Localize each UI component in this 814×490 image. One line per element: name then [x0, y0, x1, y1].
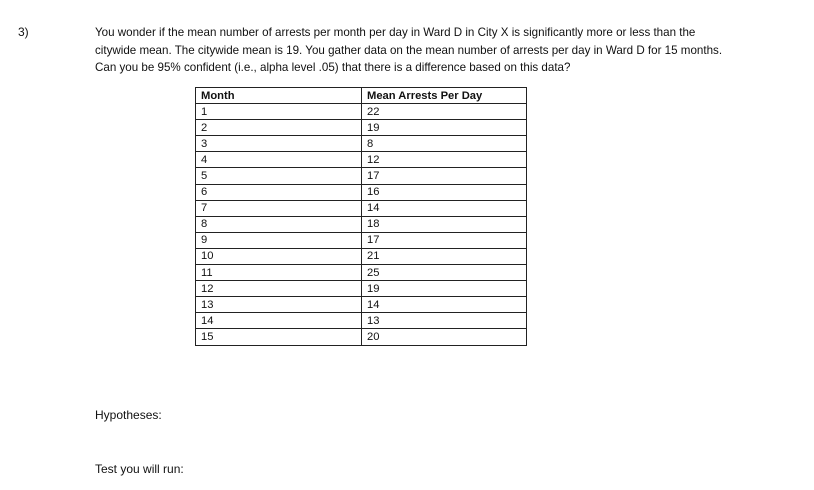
table-row — [196, 184, 527, 200]
mean-arrests-cell: 22 — [362, 104, 527, 120]
mean-arrests-cell: 19 — [362, 120, 527, 136]
month-cell: 4 — [196, 152, 362, 168]
month-cell: 14 — [196, 313, 362, 329]
table-body — [196, 104, 527, 345]
month-cell: 11 — [196, 265, 362, 281]
mean-arrests-cell: 14 — [362, 297, 527, 313]
table-row — [196, 297, 527, 313]
prompt-line: You wonder if the mean number of arrests per month per day in Ward D in City X is significantly more or less than the — [95, 26, 696, 39]
mean-arrests-cell: 17 — [362, 232, 527, 248]
month-cell: 15 — [196, 329, 362, 345]
mean-arrests-cell: 17 — [362, 168, 527, 184]
table-row — [196, 216, 527, 232]
table-row — [196, 152, 527, 168]
column-header-mean-arrests: Mean Arrests Per Day — [362, 88, 527, 104]
hypotheses-label: Hypotheses: — [95, 408, 162, 422]
mean-arrests-cell: 20 — [362, 329, 527, 345]
mean-arrests-cell: 13 — [362, 313, 527, 329]
table-row — [196, 136, 527, 152]
month-cell: 8 — [196, 216, 362, 232]
mean-arrests-cell: 18 — [362, 216, 527, 232]
column-header-month: Month — [196, 88, 362, 104]
table-row — [196, 200, 527, 216]
month-cell: 2 — [196, 120, 362, 136]
arrests-data-table — [195, 87, 527, 346]
question-prompt — [95, 24, 785, 77]
mean-arrests-cell: 19 — [362, 281, 527, 297]
table-header-row — [196, 88, 527, 104]
table-row — [196, 248, 527, 264]
month-cell: 7 — [196, 200, 362, 216]
table-row — [196, 281, 527, 297]
month-cell: 13 — [196, 297, 362, 313]
mean-arrests-cell: 8 — [362, 136, 527, 152]
table-row — [196, 265, 527, 281]
mean-arrests-cell: 14 — [362, 200, 527, 216]
month-cell: 3 — [196, 136, 362, 152]
month-cell: 6 — [196, 184, 362, 200]
month-cell: 12 — [196, 281, 362, 297]
prompt-line: citywide mean. The citywide mean is 19. You gather data on the mean number of arrests per day in Ward D for 15 months. — [95, 43, 723, 57]
mean-arrests-cell: 21 — [362, 248, 527, 264]
prompt-line: Can you be 95% confident (i.e., alpha level .05) that there is a difference based on this data? — [95, 61, 571, 74]
mean-arrests-cell: 25 — [362, 265, 527, 281]
table-row — [196, 232, 527, 248]
month-cell: 9 — [196, 232, 362, 248]
mean-arrests-cell: 12 — [362, 152, 527, 168]
month-cell: 10 — [196, 248, 362, 264]
mean-arrests-cell: 16 — [362, 184, 527, 200]
table-row — [196, 104, 527, 120]
month-cell: 1 — [196, 104, 362, 120]
table-row — [196, 120, 527, 136]
table-row — [196, 329, 527, 345]
test-label: Test you will run: — [95, 462, 184, 476]
table-row — [196, 313, 527, 329]
question-number: 3) — [18, 25, 29, 39]
table-row — [196, 168, 527, 184]
month-cell: 5 — [196, 168, 362, 184]
